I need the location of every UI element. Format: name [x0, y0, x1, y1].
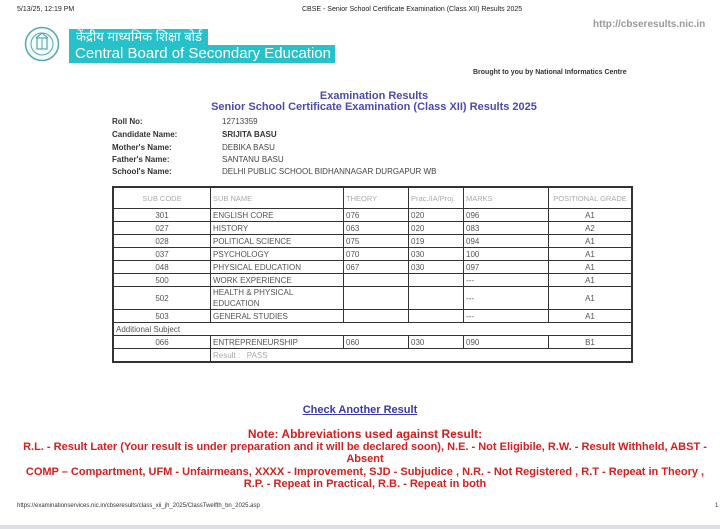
theory-marks: 070: [344, 248, 409, 261]
practical-marks: [409, 274, 464, 287]
total-marks: 100: [464, 248, 549, 261]
table-row: [113, 310, 632, 323]
brought-by-text: Brought to you by National Informatics Centre: [473, 69, 627, 76]
theory-marks: 063: [344, 222, 409, 235]
page-subtitle: Senior School Certificate Examination (Class XII) Results 2025: [211, 101, 537, 113]
practical-marks: [409, 310, 464, 323]
result-row: [113, 349, 632, 363]
candidate-name-label: Candidate Name:: [112, 130, 178, 139]
header-grade: POSITIONAL GRADE: [549, 187, 633, 209]
table-row: [113, 261, 632, 274]
theory-marks: [344, 310, 409, 323]
candidate-name-value: SRIJITA BASU: [222, 130, 277, 139]
table-row: [113, 209, 632, 222]
total-marks: 083: [464, 222, 549, 235]
page-title: Examination Results: [319, 90, 429, 102]
header-sub-name: SUB NAME: [211, 187, 344, 209]
english-name-banner: Central Board of Secondary Education: [69, 45, 335, 63]
total-marks: 097: [464, 261, 549, 274]
sub-name: HEALTH & PHYSICAL EDUCATION: [211, 287, 344, 310]
sub-code: 503: [113, 310, 211, 323]
table-row: [113, 248, 632, 261]
mother-name-value: DEBIKA BASU: [222, 143, 275, 152]
sub-name: POLITICAL SCIENCE: [211, 235, 344, 248]
header-sub-code: SUB CODE: [113, 187, 211, 209]
practical-marks: 020: [409, 209, 464, 222]
sub-name: HISTORY: [211, 222, 344, 235]
mother-name-label: Mother's Name:: [112, 143, 172, 152]
sub-name: PHYSICAL EDUCATION: [211, 261, 344, 274]
positional-grade: A1: [549, 261, 633, 274]
theory-marks: 060: [344, 336, 409, 349]
practical-marks: 020: [409, 222, 464, 235]
theory-marks: 076: [344, 209, 409, 222]
father-name-value: SANTANU BASU: [222, 155, 284, 164]
result-status: [211, 349, 633, 363]
cbse-emblem-icon: [24, 26, 60, 62]
site-url: http://cbseresults.nic.in: [593, 19, 706, 30]
theory-marks: 067: [344, 261, 409, 274]
hindi-name-banner: केंद्रीय माध्यमिक शिक्षा बोर्ड: [69, 29, 208, 45]
sub-code: 066: [113, 336, 211, 349]
header-theory: THEORY: [344, 187, 409, 209]
table-header-row: [113, 187, 632, 209]
check-another-result-link[interactable]: Check Another Result: [302, 404, 418, 416]
total-marks: 090: [464, 336, 549, 349]
sub-code: 028: [113, 235, 211, 248]
sub-code: 500: [113, 274, 211, 287]
table-row: [113, 222, 632, 235]
total-marks: 096: [464, 209, 549, 222]
school-name-label: School's Name:: [112, 167, 172, 176]
marks-table: [112, 186, 633, 363]
sub-name: ENGLISH CORE: [211, 209, 344, 222]
print-date: 5/13/25, 12:19 PM: [17, 6, 75, 13]
print-title: CBSE - Senior School Certificate Examination (Class XII) Results 2025: [302, 6, 523, 13]
practical-marks: 030: [409, 248, 464, 261]
table-row: [113, 336, 632, 349]
total-marks: ---: [464, 274, 549, 287]
total-marks: ---: [464, 287, 549, 310]
positional-grade: A1: [549, 274, 633, 287]
table-row: [113, 274, 632, 287]
roll-no-value: 12713359: [222, 117, 258, 126]
header-practical: Prac./IA/Proj.: [409, 187, 464, 209]
practical-marks: [409, 287, 464, 310]
sub-code: 027: [113, 222, 211, 235]
positional-grade: A1: [549, 310, 633, 323]
positional-grade: A2: [549, 222, 633, 235]
table-row: [113, 235, 632, 248]
abbreviations-note-line-1: R.L. - Result Later (Your result is under preparation and it will be declared soon), N.E. - Not Eligibile, R.W. - Result Withheld, ABST - Absent: [23, 441, 707, 465]
total-marks: ---: [464, 310, 549, 323]
sub-code: 037: [113, 248, 211, 261]
sub-code: 048: [113, 261, 211, 274]
sub-name: WORK EXPERIENCE: [211, 274, 344, 287]
positional-grade: A1: [549, 235, 633, 248]
practical-marks: 030: [409, 261, 464, 274]
bottom-bar: [0, 525, 720, 529]
sub-code: 502: [113, 287, 211, 310]
result-value: PASS: [246, 350, 268, 360]
abbreviations-note-line-2: COMP – Compartment, UFM - Unfairmeans, XXXX - Improvement, SJD - Subjudice , N.R. - Not Registered , R.T - Repeat in Theory , R.P. - Repeat in Practical, R.B. - Repeat in both: [25, 466, 705, 490]
theory-marks: [344, 287, 409, 310]
header-marks: MARKS: [464, 187, 549, 209]
result-label: Result :: [213, 350, 241, 360]
abbreviations-note-title: Note: Abbreviations used against Result:: [247, 427, 483, 441]
print-footer-url: https://examinationservices.nic.in/cbseresults/class_xii_jh_2025/ClassTwelfth_bn_2025.asp: [17, 503, 260, 509]
additional-subject-label: Additional Subject: [113, 323, 632, 336]
positional-grade: A1: [549, 287, 633, 310]
page-number: 1: [715, 503, 719, 509]
theory-marks: [344, 274, 409, 287]
additional-subject-row: [113, 323, 632, 336]
positional-grade: B1: [549, 336, 633, 349]
positional-grade: A1: [549, 209, 633, 222]
positional-grade: A1: [549, 248, 633, 261]
sub-name: ENTREPRENEURSHIP: [211, 336, 344, 349]
practical-marks: 030: [409, 336, 464, 349]
sub-name: GENERAL STUDIES: [211, 310, 344, 323]
total-marks: 094: [464, 235, 549, 248]
roll-no-label: Roll No:: [112, 117, 143, 126]
father-name-label: Father's Name:: [112, 155, 170, 164]
practical-marks: 019: [409, 235, 464, 248]
sub-code: 301: [113, 209, 211, 222]
table-row: [113, 287, 632, 310]
sub-name: PSYCHOLOGY: [211, 248, 344, 261]
theory-marks: 075: [344, 235, 409, 248]
result-spacer: [113, 349, 211, 363]
school-name-value: DELHI PUBLIC SCHOOL BIDHANNAGAR DURGAPUR WB: [222, 167, 437, 176]
